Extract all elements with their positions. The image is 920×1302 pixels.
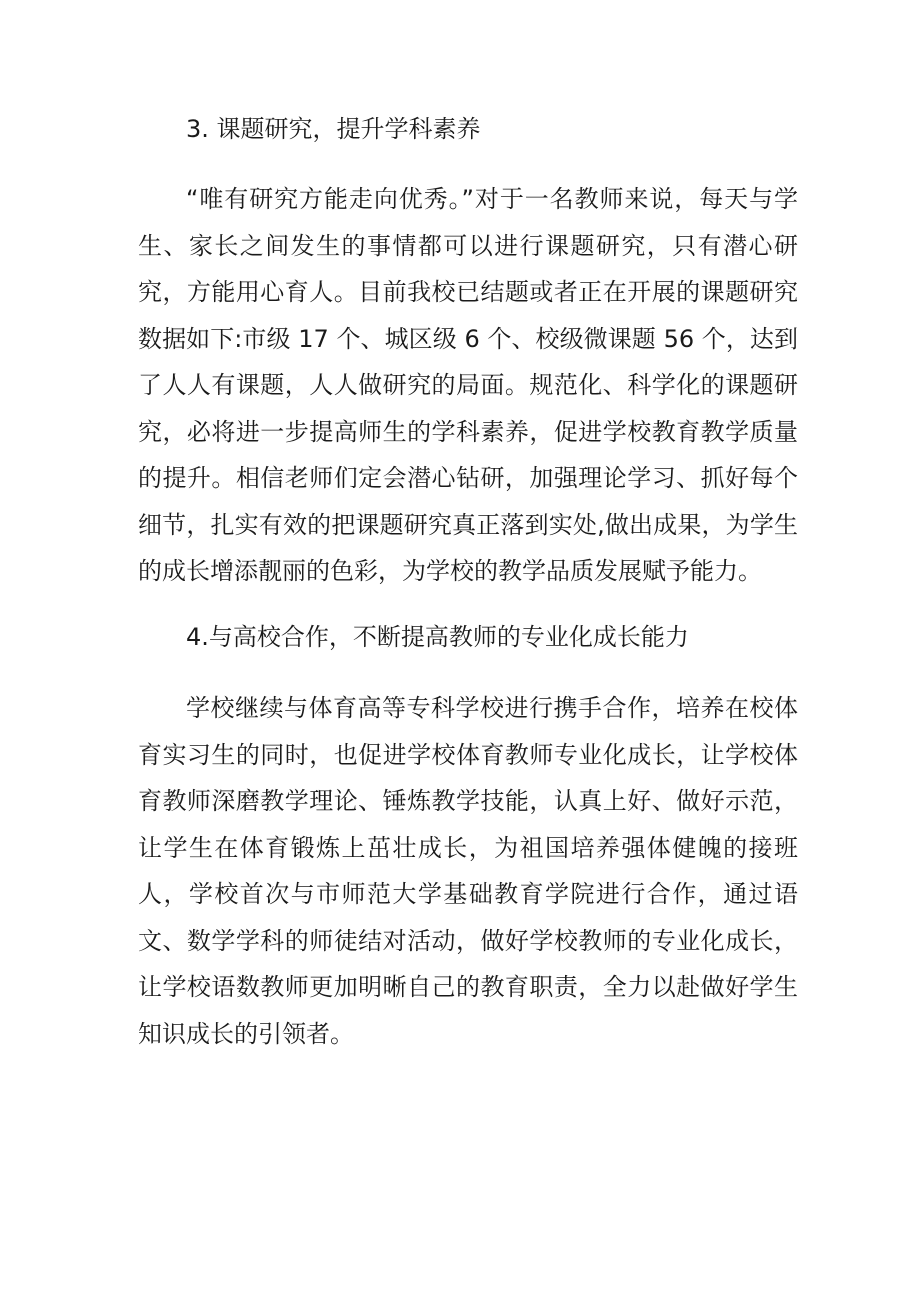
paragraph-university-cooperation: 学校继续与体育高等专科学校进行携手合作，培养在校体育实习生的同时，也促进学校体育教师专业化成长，让学校体育教师深磨教学理论、锤炼教学技能，认真上好、做好示范，让学生在体育锻炼上茁壮成长，为祖国培养强体健魄的接班人，学校首次与市师范大学基础教育学院进行合作，通过语文、数学学科的师徒结对活动，做好学校教师的专业化成长，让学校语数教师更加明晰自己的教育职责，全力以赴做好学生知识成长的引领者。 xyxy=(138,694,798,1048)
paragraph-research: “唯有研究方能走向优秀。”对于一名教师来说，每天与学生、家长之间发生的事情都可以进行课题研究，只有潜心研究，方能用心育人。目前我校已结题或者正在开展的课题研究数据如下:市级 17 个、城区级 6 个、校级微课题 56 个，达到了人人有课题，人人做研究的局面。规范化、科学化的课题研究，必将进一步提高师生的学科素养，促进学校教育教学质量的提升。相信老师们定会潜心钻研，加强理论学习、抓好每个细节，扎实有效的把课题研究真正落到实处,做出成果，为学生的成长增添靓丽的色彩，为学校的教学品质发展赋予能力。 xyxy=(138,185,798,585)
section-heading-research: 3. 课题研究，提升学科素养 xyxy=(186,115,481,143)
section-heading-university-cooperation: 4.与高校合作，不断提高教师的专业化成长能力 xyxy=(186,623,689,651)
